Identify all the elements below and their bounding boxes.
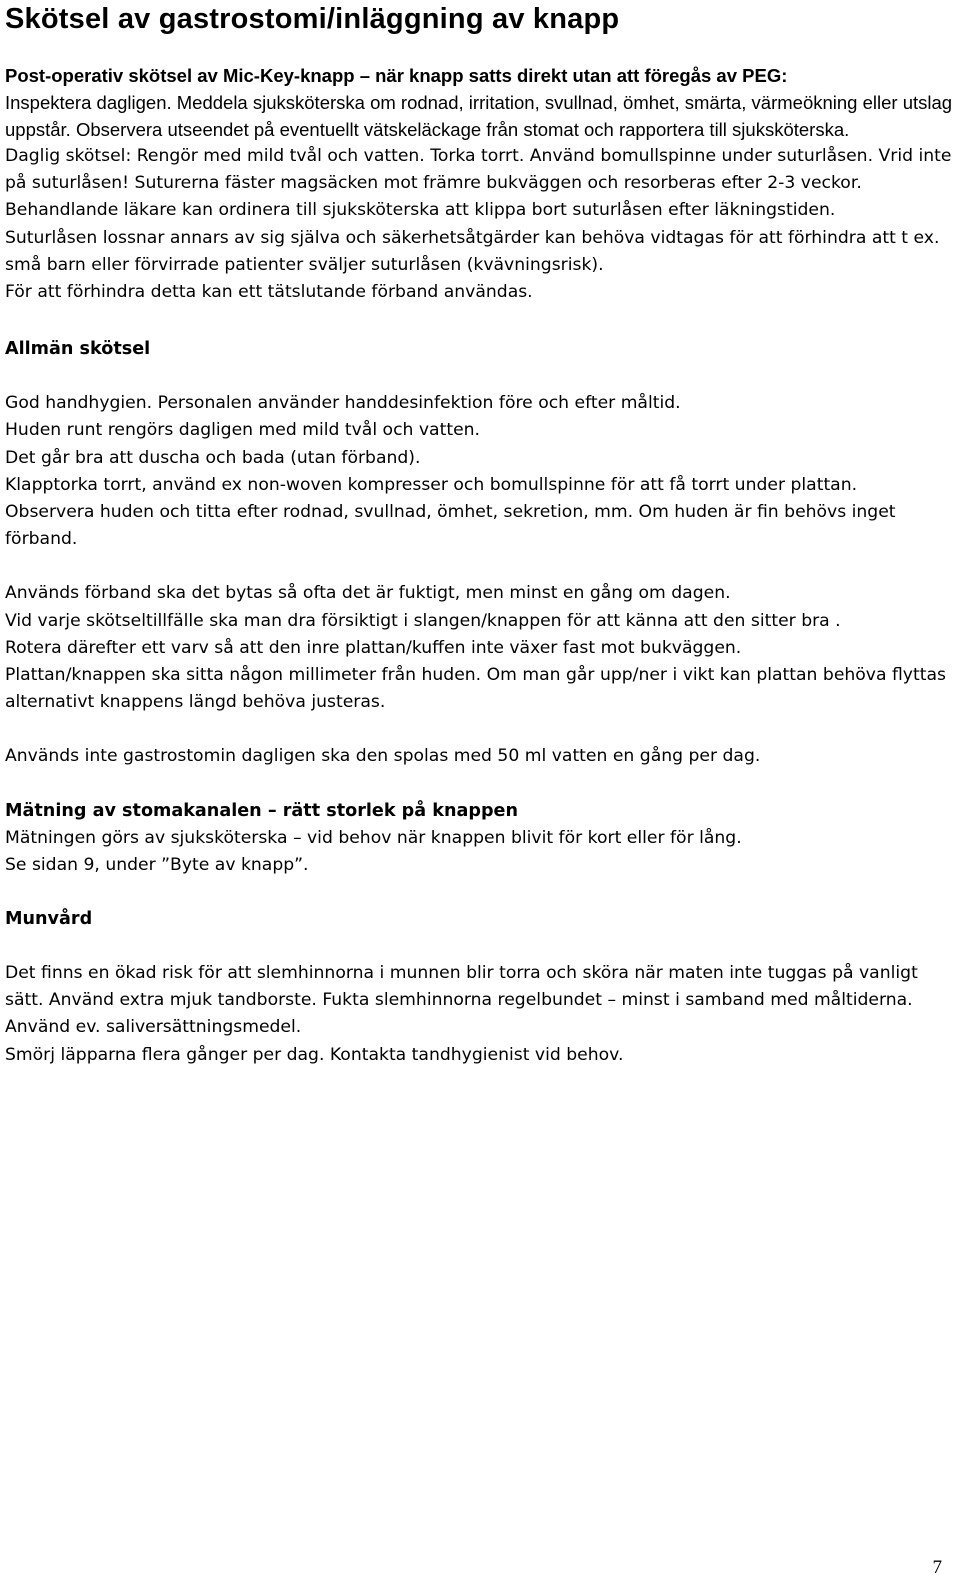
general-care-skin-cleaning: Huden runt rengörs dagligen med mild tvål och vatten. [5, 420, 480, 441]
general-care-check-tube: Vid varje skötseltillfälle ska man dra försiktigt i slangen/knappen för att känna att den sitter bra . [5, 610, 841, 631]
general-care-observe-skin: Observera huden och titta efter rodnad, svullnad, ömhet, sekretion, mm. Om huden är fin behövs inget förband. [5, 502, 896, 550]
postop-paragraph-dressing: För att förhindra detta kan ett tätslutande förband användas. [5, 282, 533, 303]
measurement-reference: Se sidan 9, under ”Byte av knapp”. [5, 854, 309, 875]
measurement-paragraph: Mätningen görs av sjuksköterska – vid behov när knappen blivit för kort eller för lång. [5, 827, 742, 848]
document-page [5, 0, 953, 1069]
postop-heading: Post-operativ skötsel av Mic-Key-knapp – när knapp satts direkt utan att föregås av PEG: [5, 65, 788, 86]
postop-paragraph-inspect: Inspektera dagligen. Meddela sjuksköterska om rodnad, irritation, svullnad, ömhet, smärta, värmeökning eller utslag uppstår. Observera utseendet på eventuellt vätskeläckage från stomat och rapportera till sjuksköterska. [5, 92, 953, 140]
oral-care-lips: Smörj läpparna flera gånger per dag. Kontakta tandhygienist vid behov. [5, 1044, 624, 1065]
spacer [5, 363, 953, 390]
general-care-heading: Allmän skötsel [5, 339, 151, 360]
postop-paragraph-suture-locks: Suturlåsen lossnar annars av sig själva och säkerhetsåtgärder kan behöva vidtagas för att förhindra att t ex. små barn eller förvirrade patienter sväljer suturlåsen (kvävningsrisk). [5, 227, 940, 275]
spacer [5, 933, 953, 960]
general-care-showering: Det går bra att duscha och bada (utan förband). [5, 447, 421, 468]
spacer [5, 879, 953, 906]
general-care-plate-distance: Plattan/knappen ska sitta någon millimeter från huden. Om man går upp/ner i vikt kan plattan behöva flyttas alternativt knappens längd behöva justeras. [5, 665, 946, 713]
general-care-drying: Klapptorka torrt, använd ex non-woven kompresser och bomullspinne för att få torrt under plattan. [5, 474, 858, 495]
oral-care-paragraph: Det finns en ökad risk för att slemhinnorna i munnen blir torra och sköra när maten inte tuggas på vanligt sätt. Använd extra mjuk tandborste. Fukta slemhinnorna regelbundet – minst i samband med måltiderna. Använd ev. saliversättningsmedel. [5, 963, 918, 1038]
page-number: 7 [932, 1557, 942, 1578]
page-title: Skötsel av gastrostomi/inläggning av knapp [5, 3, 620, 35]
spacer [5, 306, 953, 333]
postop-paragraph-daily-care: Daglig skötsel: Rengör med mild tvål och vatten. Torka torrt. Använd bomullspinne under suturlåsen. Vrid inte på suturlåsen! Suturerna fäster magsäcken mot främre bukväggen och resorberas efter 2-3 veckor. [5, 146, 952, 194]
general-care-hygiene: God handhygien. Personalen använder handdesinfektion före och efter måltid. [5, 393, 681, 414]
general-care-flushing: Används inte gastrostomin dagligen ska den spolas med 50 ml vatten en gång per dag. [5, 746, 761, 767]
oral-care-heading: Munvård [5, 909, 93, 930]
measurement-heading: Mätning av stomakanalen – rätt storlek på knappen [5, 800, 519, 821]
spacer [5, 771, 953, 798]
spacer [5, 553, 953, 580]
general-care-dressing-change: Används förband ska det bytas så ofta det är fuktigt, men minst en gång om dagen. [5, 583, 731, 604]
general-care-rotate: Rotera därefter ett varv så att den inre plattan/kuffen inte växer fast mot bukväggen. [5, 637, 742, 658]
postop-paragraph-physician: Behandlande läkare kan ordinera till sjuksköterska att klippa bort suturlåsen efter läkningstiden. [5, 200, 836, 221]
spacer [5, 716, 953, 743]
